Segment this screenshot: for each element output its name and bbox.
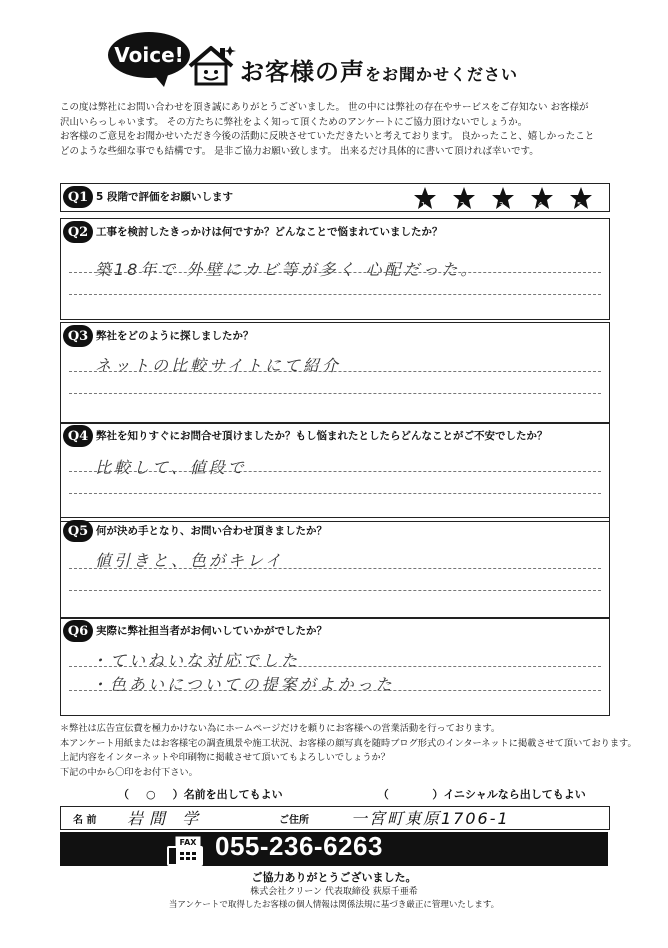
q6-section [60, 617, 610, 716]
q2-answer[interactable]: 築18年で 外壁にカビ等が多く 心配だった。 [95, 260, 480, 279]
intro-text [60, 101, 620, 159]
name-field[interactable]: 岩間 学 [127, 809, 205, 828]
q1-section [60, 183, 610, 212]
consent-options [60, 783, 608, 805]
fax-number[interactable]: 055-236-6263 [215, 831, 383, 861]
note-line: 本アンケート用紙またはお客様宅の調査風景や施工状況、お客様の顔写真を随時ブログ形式のインターネットに掲載させて頂いております。 [60, 737, 637, 749]
q6-answer-line-1[interactable]: ・ていねいな対応でした [91, 651, 301, 670]
q6-answer-line-2[interactable]: ・色あいについての提案がよかった [91, 675, 395, 694]
q6-question: 実際に弊社担当者がお伺いしていかがでしたか？ [96, 624, 327, 637]
q4-answer[interactable]: 比較して、値段で [95, 458, 247, 477]
star-number: 5 [577, 201, 582, 209]
consent-option-initial[interactable]: （ ）イニシャルなら出してもよい [377, 788, 586, 801]
intro-line: この度は弊社にお問い合わせを頂き誠にありがとうございました。 世の中には弊社の存在やサービスをご存知ない お客様が [60, 102, 589, 113]
q1-label: Q1 [63, 186, 93, 208]
q5-question: 何が決め手となり、お問い合わせ頂きましたか？ [96, 524, 327, 537]
note-line: 上記内容をインターネットや印刷物に掲載させて頂いてもよろしいでしょうか？ [60, 752, 390, 763]
star-number: 1 [421, 201, 426, 209]
fax-badge-text: FAX [179, 838, 197, 847]
address-field[interactable]: 一宮町東原1706-1 [351, 809, 510, 828]
q2-question: 工事を検討したきっかけは何ですか？どんなことで悩まれていましたか？ [96, 225, 443, 238]
q2-label: Q2 [63, 221, 93, 243]
privacy-note: 当アンケートで取得したお客様の個人情報は関係法規に基づき厳正に管理いたします。 [168, 900, 500, 910]
page-title [240, 52, 518, 87]
intro-line: お客様のご意見をお聞かせいただき今後の活動に反映させていただきたいと考えております。 良かったこと、嬉しかったこと [60, 131, 595, 142]
q5-answer[interactable]: 値引きと、色がキレイ [95, 551, 285, 570]
q4-question: 弊社を知りすぐにお問合せ頂けましたか？もし悩まれたとしたらどんなことがご不安でしたか？ [96, 429, 548, 442]
star-icon[interactable] [569, 186, 593, 210]
note-line: 下記の中から〇印をお付下さい。 [60, 766, 198, 778]
thanks-text: ご協力ありがとうございました。 [251, 871, 417, 884]
q5-section [60, 517, 610, 619]
q6-label: Q6 [63, 620, 93, 642]
fax-machine-icon [165, 834, 205, 868]
rating-stars[interactable] [413, 186, 593, 210]
star-icon[interactable] [491, 186, 515, 210]
star-number: 3 [499, 201, 504, 209]
consent-mark-name: ○ [146, 788, 156, 801]
address-label: ご住所 [279, 815, 309, 826]
q3-section [60, 322, 610, 424]
consent-option-name[interactable]: （ ○ ）名前を出してもよい [118, 788, 283, 801]
star-icon[interactable] [452, 186, 476, 210]
q4-label: Q4 [63, 425, 93, 447]
star-icon[interactable] [413, 186, 437, 210]
star-number: 4 [538, 201, 543, 209]
q4-section [60, 422, 610, 522]
house-icon [186, 42, 236, 88]
company-info: 株式会社クリーン 代表取締役 荻原千亜希 [250, 887, 418, 897]
title-main: お客様の声 [240, 58, 365, 86]
name-label: 名 前 [73, 815, 97, 826]
name-address-row [60, 806, 610, 830]
star-number: 2 [460, 201, 465, 209]
note-line: ＊弊社は広告宣伝費を極力かけない為にホームページだけを頼りにお客様への営業活動を行っております。 [60, 723, 501, 734]
voice-badge [108, 32, 190, 78]
intro-line: 沢山いらっしゃいます。 その方たちに弊社をよく知って頂くためのアンケートにご協力頂けないでしょうか。 [60, 116, 528, 128]
q5-label: Q5 [63, 520, 93, 542]
star-icon[interactable] [530, 186, 554, 210]
q1-question: 5 段階で評価をお願いします [96, 190, 233, 203]
consent-label-initial: イニシャルなら出してもよい [443, 788, 586, 801]
q2-section [60, 218, 610, 320]
intro-line: どのような些細な事でも結構です。 是非ご協力お願い致します。 出来るだけ具体的に書いて頂ければ幸いです。 [60, 145, 539, 157]
title-sub: をお聞かせください [365, 65, 519, 84]
notes [60, 722, 640, 780]
q3-answer[interactable]: ネットの比較サイトにて紹介 [95, 356, 341, 375]
voice-badge-text: Voice! [114, 43, 184, 67]
q3-question: 弊社をどのように探しましたか？ [96, 329, 254, 342]
consent-label-name: 名前を出してもよい [183, 788, 283, 801]
q3-label: Q3 [63, 325, 93, 347]
